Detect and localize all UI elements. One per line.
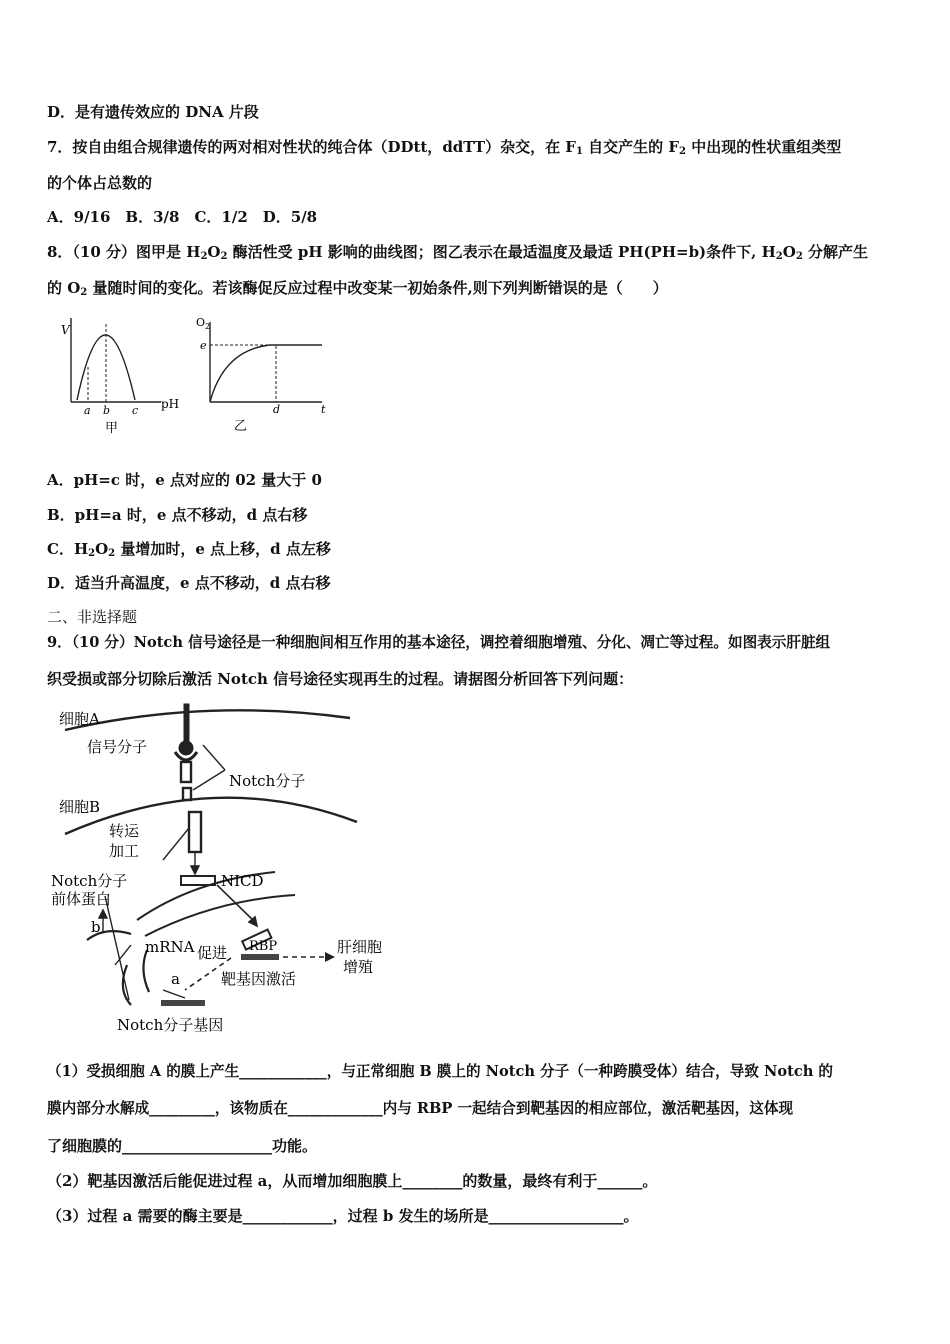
- yi-caption: 乙: [234, 419, 248, 434]
- jia-tick-c: c: [132, 404, 139, 417]
- q9-part1-line2: 膜内部分水解成_________，该物质在_____________内与 RBP 一起结合到靶基因的相应部位，激活靶基因，这体现: [47, 1100, 794, 1117]
- label-rbp: RBP: [249, 939, 278, 954]
- q9-part1-line1: （1）受损细胞 A 的膜上产生____________，与正常细胞 B 膜上的 Notch 分子（一种跨膜受体）结合，导致 Notch 的: [47, 1063, 834, 1080]
- yi-y-label: $O_2$: [196, 316, 211, 331]
- label-cell-a: 细胞A: [59, 710, 100, 728]
- jia-caption: 甲: [105, 421, 119, 436]
- notch-pathway-diagram: [45, 700, 405, 1040]
- label-liver-2: 增殖: [343, 958, 374, 976]
- label-transport-1: 转运: [109, 822, 140, 840]
- label-nicd: NICD: [221, 872, 264, 890]
- arrow-head: [191, 866, 199, 874]
- notch-gene-dna: [161, 1000, 205, 1006]
- q7-stem-line1: 7．按自由组合规律遗传的两对相对性状的纯合体（DDtt，ddTT）杂交，在 $F_1$ 自交产生的 $F_2$ 中出现的性状重组类型: [47, 138, 842, 157]
- yi-d-label: d: [273, 403, 281, 416]
- notch-extracellular: [181, 762, 191, 782]
- q7-options: A．9/16 B．3/8 C．1/2 D．5/8: [47, 208, 318, 226]
- yi-x-label: t: [321, 403, 326, 416]
- label-precursor-2: 前体蛋白: [51, 890, 112, 908]
- q9-stem-line1: 9．（10 分）Notch 信号途径是一种细胞间相互作用的基本途径，调控着细胞增殖、分化、凋亡等过程。如图表示肝脏组: [47, 634, 831, 651]
- target-gene-dna: [241, 954, 279, 960]
- notch-transmembrane: [183, 788, 191, 800]
- arrow-a: [163, 990, 185, 998]
- label-signal: 信号分子: [87, 738, 148, 756]
- nicd-block: [181, 876, 215, 885]
- graph-jia: [55, 312, 185, 437]
- label-mrna: mRNA: [145, 938, 195, 956]
- jia-tick-b: b: [103, 404, 111, 417]
- q8-option-c: C．$H_2O_2$ 量增加时，e 点上移，d 点左移: [47, 540, 331, 559]
- label-transport-2: 加工: [109, 842, 140, 860]
- cell-a-membrane: [65, 710, 350, 730]
- q8-stem-line2: 的 $O_2$ 量随时间的变化。若该酶促反应过程中改变某一初始条件,则下列判断错误的是（ ）: [47, 279, 668, 298]
- section-title: 二、非选择题: [47, 608, 138, 626]
- label-liver-1: 肝细胞: [337, 938, 383, 956]
- jia-x-label: pH: [161, 397, 180, 411]
- label-cell-b: 细胞B: [59, 798, 101, 816]
- q8-stem-line1: 8．（10 分）图甲是 $H_2O_2$ 酶活性受 pH 影响的曲线图；图乙表示在最适温度及最适 PH(PH=b)条件下, $H_2O_2$ 分解产生: [47, 243, 869, 262]
- notch-intracellular: [189, 812, 201, 852]
- q8-option-d: D．适当升高温度，e 点不移动，d 点右移: [47, 574, 331, 592]
- q8-option-b: B．pH=a 时，e 点不移动，d 点右移: [47, 506, 308, 524]
- label-precursor-1: Notch分子: [51, 872, 128, 890]
- jia-y-label: V: [61, 323, 70, 337]
- q8-option-a: A．pH=c 时，e 点对应的 02 量大于 0: [47, 471, 322, 489]
- transport-pointer: [163, 828, 189, 860]
- mrna-strand-2: [143, 950, 149, 992]
- label-notch: Notch分子: [229, 772, 306, 790]
- pointer-precursor: [105, 896, 129, 1000]
- label-gene: Notch分子基因: [117, 1016, 224, 1034]
- signal-molecule: [179, 741, 193, 755]
- o2-curve: [210, 345, 322, 402]
- mrna-strand-1: [123, 965, 131, 1005]
- q9-part3: （3）过程 a 需要的酶主要是____________，过程 b 发生的场所是__________________。: [47, 1207, 639, 1225]
- q6-option-d: D．是有遗传效应的 DNA 片段: [47, 103, 259, 121]
- label-promote: 促进: [197, 944, 228, 962]
- q9-stem-line2: 织受损或部分切除后激活 Notch 信号途径实现再生的过程。请据图分析回答下列问题：: [47, 670, 634, 688]
- notch-pointer-2: [193, 770, 225, 790]
- q9-part2: （2）靶基因激活后能促进过程 a，从而增加细胞膜上________的数量，最终有利于______。: [47, 1172, 658, 1190]
- graph-yi: [190, 312, 340, 437]
- label-a: a: [171, 970, 180, 988]
- label-target: 靶基因激活: [221, 970, 297, 988]
- q9-part1-line3: 了细胞膜的____________________功能。: [47, 1137, 318, 1155]
- arrow-head: [99, 910, 107, 918]
- yi-e-label: e: [200, 339, 207, 352]
- arrow-nicd-to-rbp: [217, 885, 255, 922]
- label-b: b: [91, 918, 101, 936]
- jia-tick-a: a: [84, 404, 91, 417]
- notch-pointer-1: [203, 745, 225, 770]
- q7-stem-line2: 的个体占总数的: [47, 174, 153, 192]
- arrow-head: [325, 952, 335, 962]
- signal-stalk: [184, 704, 189, 742]
